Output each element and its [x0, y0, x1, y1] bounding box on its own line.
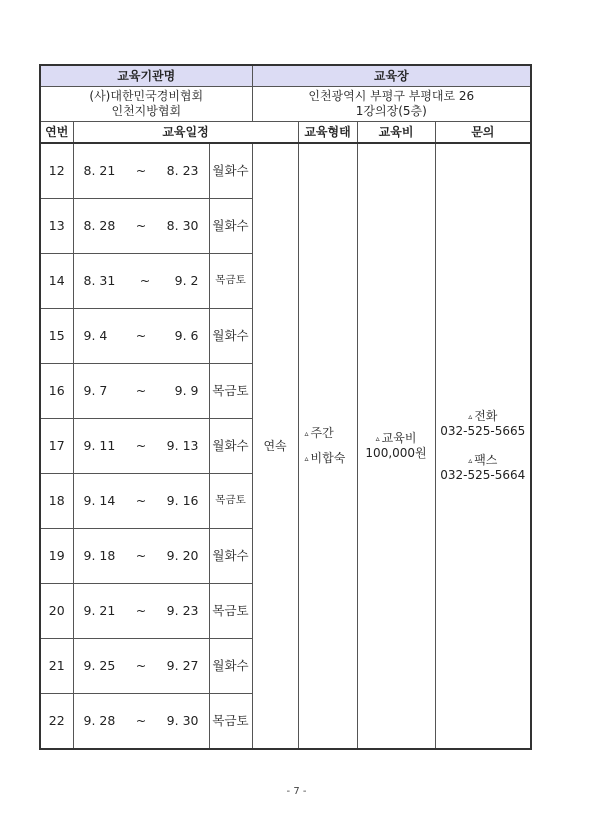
tilde: ~: [135, 493, 147, 509]
end-date: 9. 6: [174, 328, 199, 344]
contact-column-header: 문의: [435, 122, 531, 144]
org-title-header: 교육기관명: [40, 65, 252, 87]
schedule-column-header: 교육일정: [73, 122, 298, 144]
fee-label: 교육비: [381, 431, 417, 445]
date-range: [73, 584, 209, 639]
start-date: 9. 18: [83, 548, 116, 564]
start-date: 8. 21: [83, 163, 116, 179]
org-name-line2: 인천지방협회: [111, 104, 182, 118]
tilde: ~: [135, 548, 147, 564]
type-cell: [298, 143, 357, 749]
fax-label: 팩스: [474, 453, 498, 467]
weekdays: 목금토: [209, 474, 252, 529]
tilde: ~: [135, 438, 147, 454]
bullet-icon: ▵: [468, 455, 473, 465]
start-date: 9. 11: [83, 438, 116, 454]
row-number: 14: [40, 254, 73, 309]
row-number: 12: [40, 143, 73, 199]
fee-cell: [357, 143, 435, 749]
weekdays: 월화수: [209, 199, 252, 254]
date-range: [73, 143, 209, 199]
type-column-header: 교육형태: [298, 122, 357, 144]
phone-label: 전화: [474, 409, 498, 423]
weekdays: 월화수: [209, 639, 252, 694]
type-day: 주간: [310, 426, 334, 440]
venue-address-cell: [252, 87, 531, 122]
contact-cell: [435, 143, 531, 749]
org-name-line1: (사)대한민국경비협회: [89, 89, 204, 103]
weekdays: 월화수: [209, 419, 252, 474]
date-range: [73, 474, 209, 529]
end-date: 9. 27: [166, 658, 199, 674]
phone-number: 032-525-5665: [440, 424, 526, 438]
type-nonresidential: 비합숙: [310, 451, 346, 465]
row-number: 21: [40, 639, 73, 694]
end-date: 9. 16: [166, 493, 199, 509]
date-range: [73, 419, 209, 474]
row-number: 16: [40, 364, 73, 419]
end-date: 9. 23: [166, 603, 199, 619]
start-date: 9. 28: [83, 713, 116, 729]
fax-number: 032-525-5664: [440, 468, 526, 482]
venue-line1: 인천광역시 부평구 부평대로 26: [308, 89, 475, 103]
weekdays: 목금토: [209, 694, 252, 750]
weekdays: 월화수: [209, 143, 252, 199]
end-date: 9. 20: [166, 548, 199, 564]
tilde: ~: [139, 273, 151, 289]
row-number: 22: [40, 694, 73, 750]
date-range: [73, 364, 209, 419]
weekdays: 목금토: [209, 364, 252, 419]
date-range: [73, 254, 209, 309]
weekdays: 목금토: [209, 584, 252, 639]
end-date: 8. 30: [166, 218, 199, 234]
tilde: ~: [135, 603, 147, 619]
bullet-icon: ▵: [304, 453, 309, 463]
start-date: 9. 25: [83, 658, 116, 674]
tilde: ~: [135, 658, 147, 674]
date-range: [73, 199, 209, 254]
start-date: 8. 31: [83, 273, 116, 289]
continuous-cell: 연속: [252, 143, 298, 749]
end-date: 9. 2: [174, 273, 199, 289]
row-number: 18: [40, 474, 73, 529]
end-date: 9. 30: [166, 713, 199, 729]
end-date: 9. 9: [174, 383, 199, 399]
fee-column-header: 교육비: [357, 122, 435, 144]
row-number: 13: [40, 199, 73, 254]
date-range: [73, 309, 209, 364]
tilde: ~: [135, 163, 147, 179]
end-date: 9. 13: [166, 438, 199, 454]
org-name-cell: [40, 87, 252, 122]
education-schedule-table: [39, 64, 532, 750]
venue-title-header: 교육장: [252, 65, 531, 87]
row-number: 20: [40, 584, 73, 639]
tilde: ~: [135, 218, 147, 234]
weekdays: 월화수: [209, 309, 252, 364]
date-range: [73, 694, 209, 750]
row-number: 15: [40, 309, 73, 364]
start-date: 8. 28: [83, 218, 116, 234]
bullet-icon: ▵: [468, 411, 473, 421]
tilde: ~: [135, 328, 147, 344]
page-number: - 7 -: [286, 786, 307, 797]
tilde: ~: [135, 383, 147, 399]
row-number: 17: [40, 419, 73, 474]
weekdays: 목금토: [209, 254, 252, 309]
fee-amount: 100,000원: [365, 446, 427, 460]
table-row: [40, 143, 531, 199]
end-date: 8. 23: [166, 163, 199, 179]
start-date: 9. 14: [83, 493, 116, 509]
start-date: 9. 7: [83, 383, 108, 399]
weekdays: 월화수: [209, 529, 252, 584]
date-range: [73, 529, 209, 584]
start-date: 9. 4: [83, 328, 108, 344]
row-number: 19: [40, 529, 73, 584]
date-range: [73, 639, 209, 694]
tilde: ~: [135, 713, 147, 729]
venue-line2: 1강의장(5층): [355, 104, 427, 118]
bullet-icon: ▵: [304, 428, 309, 438]
no-column-header: 연번: [40, 122, 73, 144]
bullet-icon: ▵: [375, 433, 380, 443]
start-date: 9. 21: [83, 603, 116, 619]
